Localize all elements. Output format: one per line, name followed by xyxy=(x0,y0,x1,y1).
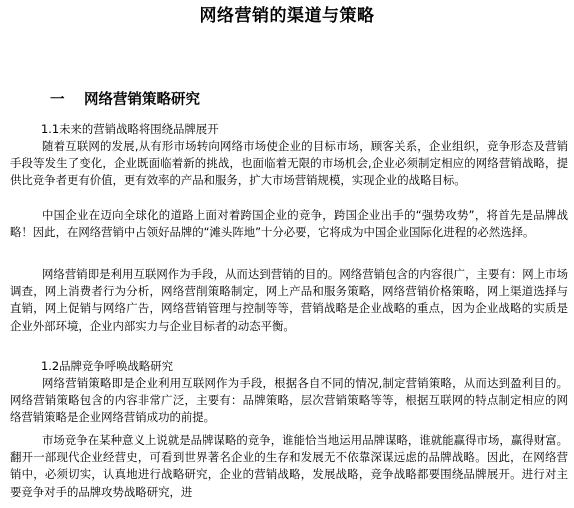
subsection-heading-1-2: 1.2品牌竞争呼唤战略研究 xyxy=(41,359,174,373)
document-title: 网络营销的渠道与策略 xyxy=(199,6,375,26)
paragraph: 随着互联网的发展,从有形市场转向网络市场使企业的目标市场，顾客关系，企业组织，竞争形态及营销手段等发生了变化，企业既面临着新的挑战，也面临着无限的市场机会,企业必须制定相应的网络营销战略，提供比竞争者更有价值，更有效率的产品和服务，扩大市场营销规模，实现企业的战略目标。 xyxy=(10,139,568,188)
paragraph: 市场竞争在某种意义上说就是品牌谋略的竞争，谁能恰当地运用品牌谋略，谁就能赢得市场，赢得财富。翻开一部现代企业经营史，可看到世界著名企业的生存和发展无不依靠深谋远虑的品牌战略。因此，在网络营销中，必须切实，认真地进行战略研究，企业的营销战略，发展战略，竞争战略都要围绕品牌展开。进行对主要竞争对手的品牌攻势战略研究，进 xyxy=(10,433,568,499)
section-number: 一 xyxy=(50,91,65,108)
paragraph: 网络营销策略即是企业利用互联网作为手段，根据各自不同的情况,制定营销策略，从而达到盈利目的。网络营销策略包含的内容非常广泛，主要有：品牌策略，层次营销策略等等，根据互联网的特点制定相应的网络营销策略是企业网络营销成功的前提。 xyxy=(10,376,568,425)
subsection-heading-1-1: 1.1未来的营销战略将围绕品牌展开 xyxy=(41,122,219,136)
paragraph: 网络营销即是利用互联网作为手段，从而达到营销的目的。网络营销包含的内容很广，主要有：网上市场调查，网上消费者行为分析，网络营削策略制定，网上产品和服务策略，网络营销价格策略，网上渠道选择与直销，网上促销与网络广告，网络营销管理与控制等等，营销战略是企业战略的重点，因为企业战略的实质是企业外部环境，企业内部实力与企业目标者的动态平衡。 xyxy=(10,267,568,333)
section-heading xyxy=(50,90,200,110)
paragraph: 中国企业在迈向全球化的道路上面对着跨国企业的竞争，跨国企业出手的“强势攻势”，将首先是品牌战略！因此，在网络营销中占领好品牌的“滩头阵地”十分必要，它将成为中国企业国际化进程的必然选择。 xyxy=(10,208,568,240)
section-title: 网络营销策略研究 xyxy=(84,91,200,108)
